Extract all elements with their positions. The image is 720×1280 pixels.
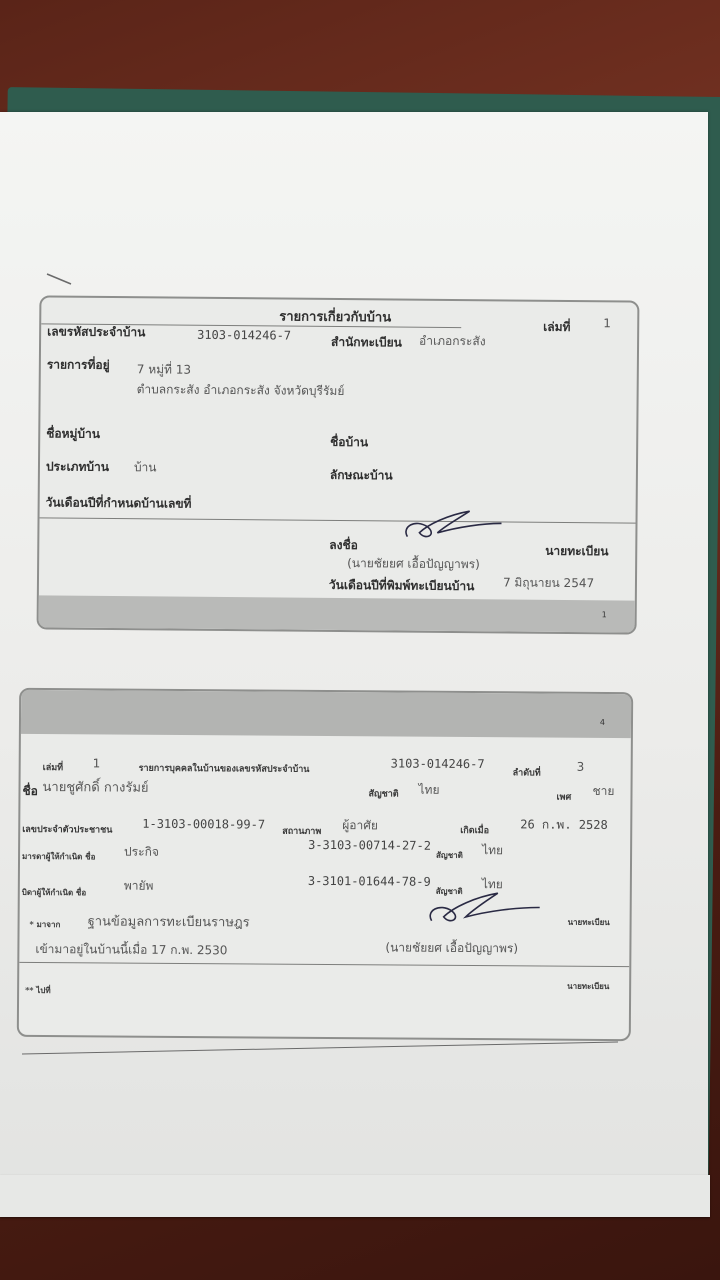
middle-divider	[40, 517, 636, 523]
card-title: รายการเกี่ยวกับบ้าน	[279, 309, 392, 326]
from-label: * มาจาก	[29, 918, 61, 930]
seq-label: ลำดับที่	[512, 768, 541, 779]
house-code: 3103-014246-7	[197, 327, 292, 343]
page-number: 1	[601, 610, 607, 620]
book-label: เล่มที่	[543, 319, 571, 335]
mother-label: มารดาผู้ให้กำเนิด ชื่อ	[22, 850, 96, 862]
sign-label: ลงชื่อ	[329, 537, 358, 553]
seq-number: 3	[576, 759, 585, 774]
sex: ชาย	[592, 783, 615, 799]
birth-date: 26 ก.พ. 2528	[520, 817, 608, 832]
registrar-label: นายทะเบียน	[567, 916, 610, 927]
mother-nationality-label: สัญชาติ	[436, 849, 463, 860]
address-label: รายการที่อยู่	[46, 357, 110, 373]
address-line-2: ตำบลกระสัง อำเภอกระสัง จังหวัดบุรีรัมย์	[136, 382, 345, 399]
registrar-signature	[397, 505, 507, 546]
moved-out-label: ** ไปที่	[25, 984, 51, 996]
from-value: ฐานข้อมูลการทะเบียนราษฎร	[87, 914, 250, 931]
house-type-label: ประเภทบ้าน	[45, 459, 110, 475]
house-char-label: ลักษณะบ้าน	[329, 467, 393, 483]
page-number: 4	[599, 717, 606, 727]
father-nationality: ไทย	[481, 877, 503, 892]
name-label: ชื่อ	[22, 783, 38, 798]
lower-page-edge	[0, 1175, 710, 1217]
registrar-title: นายทะเบียน	[545, 543, 609, 559]
date-number-label: วันเดือนปีที่กำหนดบ้านเลขที่	[45, 495, 192, 511]
book-number: 1	[603, 316, 611, 331]
bottom-divider	[19, 962, 629, 967]
registrar-label-2: นายทะเบียน	[567, 980, 610, 991]
house-name-label: ชื่อบ้าน	[330, 434, 369, 450]
book-number: 1	[92, 756, 101, 771]
mother-nationality: ไทย	[482, 843, 504, 858]
registrar-office: อำเภอกระสัง	[419, 333, 486, 349]
pen-line	[20, 1038, 620, 1058]
father-id: 3-3101-01644-78-9	[307, 873, 431, 889]
house-type: บ้าน	[133, 460, 157, 475]
status: ผู้อาศัย	[342, 818, 378, 833]
id-label: เลขประจำตัวประชาชน	[22, 824, 113, 836]
registrar-name: (นายชัยยศ เอื้อปัญญาพร)	[347, 556, 480, 572]
print-date: 7 มิถุนายน 2547	[502, 575, 595, 591]
mother-id: 3-3103-00714-27-2	[308, 837, 432, 853]
card-title: รายการบุคคลในบ้านของเลขรหัสประจำบ้าน	[138, 763, 310, 775]
house-code-label: เลขรหัสประจำบ้าน	[47, 324, 146, 340]
person-info-card	[17, 688, 633, 1041]
id-number: 1-3103-00018-99-7	[142, 816, 266, 832]
nationality-label: สัญชาติ	[368, 789, 399, 800]
sex-label: เพศ	[556, 792, 572, 803]
registrar-name: (นายชัยยศ เอื้อปัญญาพร)	[385, 940, 519, 956]
pen-mark	[45, 270, 75, 290]
father-name: พายัพ	[123, 878, 154, 893]
village-label: ชื่อหมู่บ้าน	[46, 426, 101, 441]
card-header-bar	[21, 690, 631, 738]
house-info-card	[37, 295, 640, 634]
book-label: เล่มที่	[42, 763, 64, 774]
father-label: บิดาผู้ให้กำเนิด ชื่อ	[21, 886, 87, 898]
birth-label: เกิดเมื่อ	[460, 825, 490, 837]
registrar-signature	[424, 887, 544, 932]
house-code: 3103-014246-7	[390, 756, 485, 772]
nationality: ไทย	[418, 782, 440, 797]
print-date-label: วันเดือนปีที่พิมพ์ทะเบียนบ้าน	[328, 577, 475, 594]
status-label: สถานภาพ	[282, 826, 322, 837]
father-nationality-label: สัญชาติ	[435, 885, 463, 896]
registrar-office-label: สำนักทะเบียน	[331, 334, 402, 350]
mother-name: ประกิจ	[124, 844, 159, 859]
moved-in-date: เข้ามาอยู่ในบ้านนี้เมื่อ 17 ก.พ. 2530	[35, 941, 228, 958]
address-line-1: 7 หมู่ที่ 13	[136, 362, 192, 377]
card-footer-bar	[39, 595, 635, 632]
person-name: นายชูศักดิ์ กางรัมย์	[42, 780, 149, 796]
